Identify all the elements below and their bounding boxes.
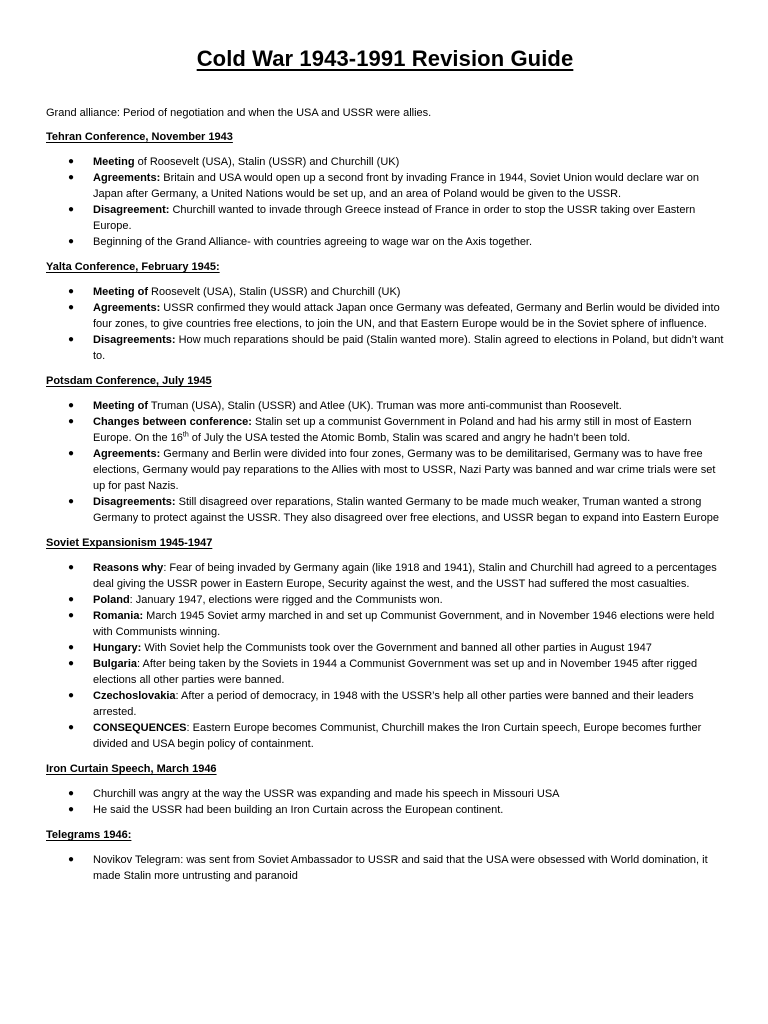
section-soviet-expansionism: [46, 536, 724, 752]
page-title: Cold War 1943-1991 Revision Guide: [196, 46, 574, 71]
bullet-icon: ●: [68, 642, 75, 653]
bullet-icon: ●: [68, 804, 75, 815]
bullet-list: [46, 154, 724, 250]
bullet-list: [46, 398, 724, 526]
item-text: : Eastern Europe becomes Communist, Churchill makes the Iron Curtain speech, Europe becomes further divided and USA begin policy of containment.: [93, 722, 702, 750]
item-text: Britain and USA would open up a second front by invading France in 1944, Soviet Union would declare war on Japan after Germany, a United Nations would be set up, and an area of Poland would be given to the USSR.: [93, 172, 699, 200]
item-text: Beginning of the Grand Alliance- with countries agreeing to wage war on the Axis together.: [93, 236, 533, 248]
section-telegrams: [46, 828, 724, 884]
bullet-list: [46, 560, 724, 752]
list-item: [46, 608, 724, 640]
list-item: [46, 786, 724, 802]
item-text: Churchill was angry at the way the USSR was expanding and made his speech in Missouri USA: [93, 788, 560, 800]
bullet-list: [46, 852, 724, 884]
bullet-icon: ●: [68, 204, 75, 215]
list-item: [46, 720, 724, 752]
list-item: [46, 688, 724, 720]
item-text: USSR confirmed they would attack Japan once Germany was defeated, Germany and Berlin would be divided into four zones, to give countries free elections, to join the UN, and that Eastern Europe would be in the Soviet sphere of influence.: [93, 302, 720, 330]
section-tehran: [46, 130, 724, 250]
list-item: [46, 332, 724, 364]
bullet-icon: ●: [68, 690, 75, 701]
item-label: Romania:: [93, 610, 144, 622]
bullet-icon: ●: [68, 594, 75, 605]
bullet-icon: ●: [68, 236, 75, 247]
item-label: Changes between conference:: [93, 416, 252, 428]
item-text: : After a period of democracy, in 1948 with the USSR’s help all other parties were banned and their leaders arrested.: [93, 690, 694, 718]
list-item: [46, 852, 724, 884]
list-item: [46, 656, 724, 688]
list-item: [46, 592, 724, 608]
bullet-icon: ●: [68, 400, 75, 411]
intro-text: Grand alliance: Period of negotiation and when the USA and USSR were allies.: [46, 107, 432, 119]
section-heading: Tehran Conference, November 1943: [46, 131, 233, 143]
list-item: [46, 234, 724, 250]
bullet-list: [46, 786, 724, 818]
list-item: [46, 446, 724, 494]
item-text: Stalin set up a communist Government in Poland and had his army still in most of Eastern Europe. On the 16th of July the USA tested the Atomic Bomb, Stalin was scared and angry he hadn’t been told.: [93, 416, 692, 444]
item-label: Disagreements:: [93, 334, 176, 346]
section-heading: Telegrams 1946:: [46, 829, 132, 841]
item-text: He said the USSR had been building an Iron Curtain across the European continent.: [93, 804, 504, 816]
bullet-icon: ●: [68, 448, 75, 459]
list-item: [46, 300, 724, 332]
item-label: Meeting: [93, 156, 135, 168]
bullet-icon: ●: [68, 496, 75, 507]
list-item: [46, 414, 724, 446]
section-yalta: [46, 260, 724, 364]
item-label: Poland: [93, 594, 130, 606]
item-text: : January 1947, elections were rigged and the Communists won.: [129, 594, 443, 606]
item-text: : Fear of being invaded by Germany again (like 1918 and 1941), Stalin and Churchill had agreed to a percentages deal giving the USSR power in Eastern Europe, Security against the west, and the USST had suffered the most casualties.: [93, 562, 717, 590]
item-label: Meeting of: [93, 400, 148, 412]
section-iron-curtain: [46, 762, 724, 818]
item-text: Novikov Telegram: was sent from Soviet Ambassador to USSR and said that the USA were obsessed with World domination, it made Stalin more untrusting and paranoid: [93, 854, 708, 882]
bullet-icon: ●: [68, 610, 75, 621]
bullet-icon: ●: [68, 302, 75, 313]
item-label: Reasons why: [93, 562, 164, 574]
item-text: : After being taken by the Soviets in 1944 a Communist Government was set up and in November 1945 after rigged elections all other parties were banned.: [93, 658, 698, 686]
bullet-list: [46, 284, 724, 364]
bullet-icon: ●: [68, 334, 75, 345]
bullet-icon: ●: [68, 658, 75, 669]
list-item: [46, 802, 724, 818]
bullet-icon: ●: [68, 722, 75, 733]
list-item: [46, 560, 724, 592]
list-item: [46, 202, 724, 234]
section-potsdam: [46, 374, 724, 526]
item-text: Roosevelt (USA), Stalin (USSR) and Churchill (UK): [149, 156, 400, 168]
bullet-icon: ●: [68, 854, 75, 865]
list-item: [46, 170, 724, 202]
bullet-icon: ●: [68, 788, 75, 799]
item-text: Churchill wanted to invade through Greece instead of France in order to stop the USSR taking over Eastern Europe.: [93, 204, 696, 232]
item-label: Agreements:: [93, 448, 161, 460]
section-heading: Yalta Conference, February 1945:: [46, 261, 220, 273]
list-item: [46, 640, 724, 656]
section-heading: Soviet Expansionism 1945-1947: [46, 537, 213, 549]
bullet-icon: ●: [68, 286, 75, 297]
list-item: [46, 154, 724, 170]
item-label: Meeting of: [93, 286, 148, 298]
item-label: Czechoslovakia: [93, 690, 176, 702]
list-item: [46, 494, 724, 526]
bullet-icon: ●: [68, 416, 75, 427]
item-text: Roosevelt (USA), Stalin (USSR) and Churchill (UK): [148, 286, 401, 298]
item-text: How much reparations should be paid (Stalin wanted more). Stalin agreed to elections in Poland, but didn’t want to.: [93, 334, 724, 362]
item-label: Disagreements:: [93, 496, 176, 508]
item-text: With Soviet help the Communists took over the Government and banned all other parties in August 1947: [141, 642, 652, 654]
item-text: Still disagreed over reparations, Stalin wanted Germany to be made much weaker, Truman wanted a strong Germany to protect against the USSR. They also disagreed over free elections, and USSR began to expand into Eastern Europe: [93, 496, 719, 524]
ordinal-suffix: th: [182, 431, 189, 439]
bullet-icon: ●: [68, 562, 75, 573]
item-label: Bulgaria: [93, 658, 138, 670]
section-heading: Potsdam Conference, July 1945: [46, 375, 212, 387]
bullet-icon: ●: [68, 156, 75, 167]
item-connector: of: [134, 156, 150, 168]
list-item: [46, 284, 724, 300]
item-text: March 1945 Soviet army marched in and set up Communist Government, and in November 1946 elections were held with Communists winning.: [93, 610, 715, 638]
bullet-icon: ●: [68, 172, 75, 183]
list-item: [46, 398, 724, 414]
item-label: Agreements:: [93, 172, 161, 184]
section-heading: Iron Curtain Speech, March 1946: [46, 763, 217, 775]
item-label: Disagreement:: [93, 204, 170, 216]
item-label: CONSEQUENCES: [93, 722, 187, 734]
item-label: Hungary:: [93, 642, 142, 654]
item-text: Germany and Berlin were divided into four zones, Germany was to be demilitarised, Germany was to have free elections, Germany would pay reparations to the Allies with most to USSR, Nazi Party was banned and war crime trials were set up for past Nazis.: [93, 448, 716, 492]
item-label: Agreements:: [93, 302, 161, 314]
item-text: Truman (USA), Stalin (USSR) and Atlee (UK). Truman was more anti-communist than Roosevelt.: [148, 400, 622, 412]
